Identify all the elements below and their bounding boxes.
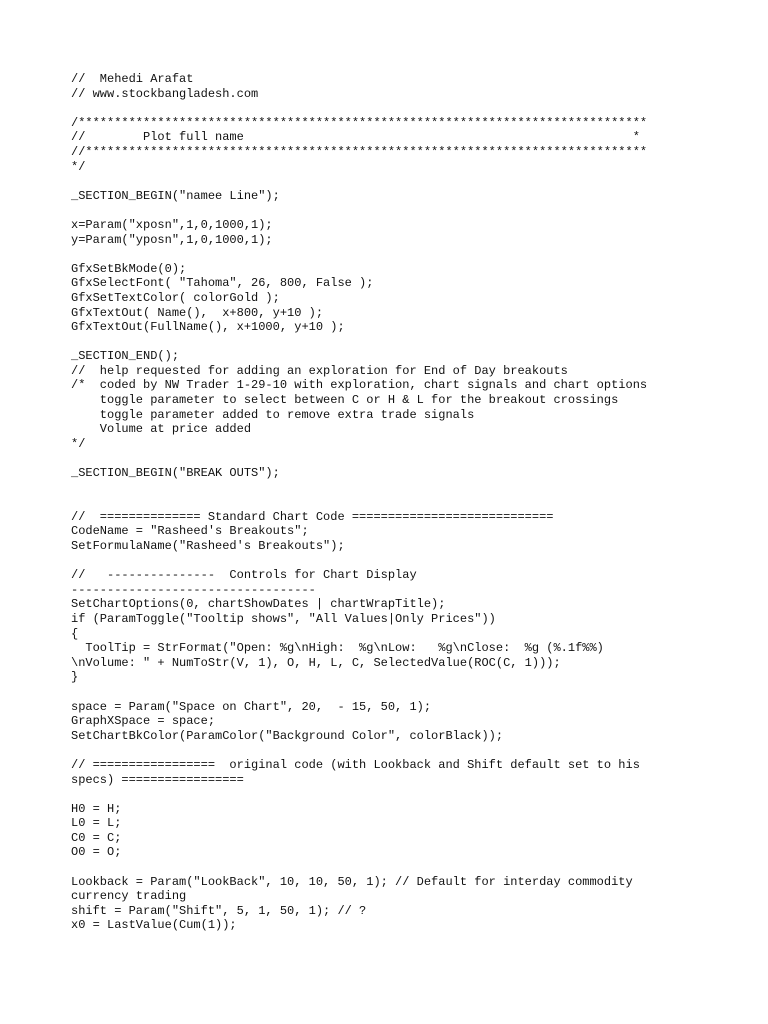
- code-line: currency trading: [71, 889, 187, 904]
- code-line: // help requested for adding an exploration for End of Day breakouts: [71, 363, 568, 378]
- code-line: GfxSelectFont( "Tahoma", 26, 800, False );: [71, 276, 374, 291]
- code-line: ----------------------------------: [71, 582, 316, 597]
- code-line: // Mehedi Arafat: [71, 72, 194, 86]
- code-line: [71, 860, 761, 875]
- code-line: \nVolume: " + NumToStr(V, 1), O, H, L, C, SelectedValue(ROC(C, 1)));: [71, 655, 561, 670]
- code-line: Lookback = Param("LookBack", 10, 10, 50, 1); // Default for interday commodity: [71, 874, 633, 889]
- code-line: C0 = C;: [71, 830, 122, 845]
- code-line: [71, 685, 761, 700]
- code-line: GraphXSpace = space;: [71, 714, 216, 729]
- code-line: Volume at price added: [71, 422, 252, 437]
- code-line: _SECTION_BEGIN("BREAK OUTS");: [71, 466, 280, 481]
- code-line: [71, 335, 761, 350]
- code-line: */: [71, 159, 86, 174]
- code-line: SetFormulaName("Rasheed's Breakouts");: [71, 539, 345, 553]
- code-line: [71, 743, 761, 758]
- code-line: [71, 787, 761, 802]
- code-listing: [71, 72, 761, 933]
- code-line: H0 = H;: [71, 801, 122, 816]
- code-line: // ================= original code (with Lookback and Shift default set to his: [71, 757, 640, 772]
- code-line: // Plot full name *: [71, 130, 640, 145]
- code-line: [71, 101, 761, 116]
- code-line: [71, 481, 761, 496]
- code-line: // --------------- Controls for Chart Display: [71, 568, 417, 583]
- code-line: y=Param("yposn",1,0,1000,1);: [71, 232, 273, 247]
- code-line: [71, 451, 761, 466]
- code-line: x0 = LastValue(Cum(1));: [71, 918, 237, 933]
- code-line: [71, 203, 761, 218]
- code-line: SetChartOptions(0, chartShowDates | chartWrapTitle);: [71, 597, 446, 612]
- code-line: O0 = O;: [71, 845, 122, 860]
- code-line: //******************************************************************************: [71, 144, 648, 159]
- code-line: CodeName = "Rasheed's Breakouts";: [71, 524, 309, 539]
- code-line: }: [71, 670, 79, 685]
- code-line: _SECTION_BEGIN("namee Line");: [71, 188, 280, 203]
- code-line: shift = Param("Shift", 5, 1, 50, 1); // ?: [71, 903, 367, 918]
- code-line: [71, 247, 761, 262]
- code-line: */: [71, 436, 86, 451]
- code-line: x=Param("xposn",1,0,1000,1);: [71, 217, 273, 232]
- code-line: GfxTextOut( Name(), x+800, y+10 );: [71, 305, 324, 320]
- code-line: _SECTION_END();: [71, 349, 180, 364]
- code-line: L0 = L;: [71, 816, 122, 831]
- code-line: specs) =================: [71, 772, 244, 787]
- code-line: [71, 174, 761, 189]
- code-line: toggle parameter added to remove extra trade signals: [71, 407, 475, 422]
- code-line: /*******************************************************************************: [71, 115, 648, 130]
- code-line: GfxSetBkMode(0);: [71, 261, 187, 276]
- code-line: if (ParamToggle("Tooltip shows", "All Values|Only Prices")): [71, 611, 496, 626]
- code-line: /* coded by NW Trader 1-29-10 with exploration, chart signals and chart options: [71, 378, 648, 393]
- code-line: toggle parameter to select between C or H & L for the breakout crossings: [71, 393, 619, 408]
- code-line: // www.stockbangladesh.com: [71, 86, 259, 101]
- code-line: // ============== Standard Chart Code ============================: [71, 509, 554, 524]
- code-line: GfxTextOut(FullName(), x+1000, y+10 );: [71, 320, 345, 335]
- code-line: [71, 495, 761, 510]
- code-line: SetChartBkColor(ParamColor("Background Color", colorBlack));: [71, 728, 504, 743]
- code-line: {: [71, 626, 79, 641]
- code-line: GfxSetTextColor( colorGold );: [71, 290, 280, 305]
- code-line: space = Param("Space on Chart", 20, - 15, 50, 1);: [71, 699, 432, 714]
- code-line: [71, 554, 761, 569]
- code-line: ToolTip = StrFormat("Open: %g\nHigh: %g\nLow: %g\nClose: %g (%.1f%%): [71, 641, 604, 656]
